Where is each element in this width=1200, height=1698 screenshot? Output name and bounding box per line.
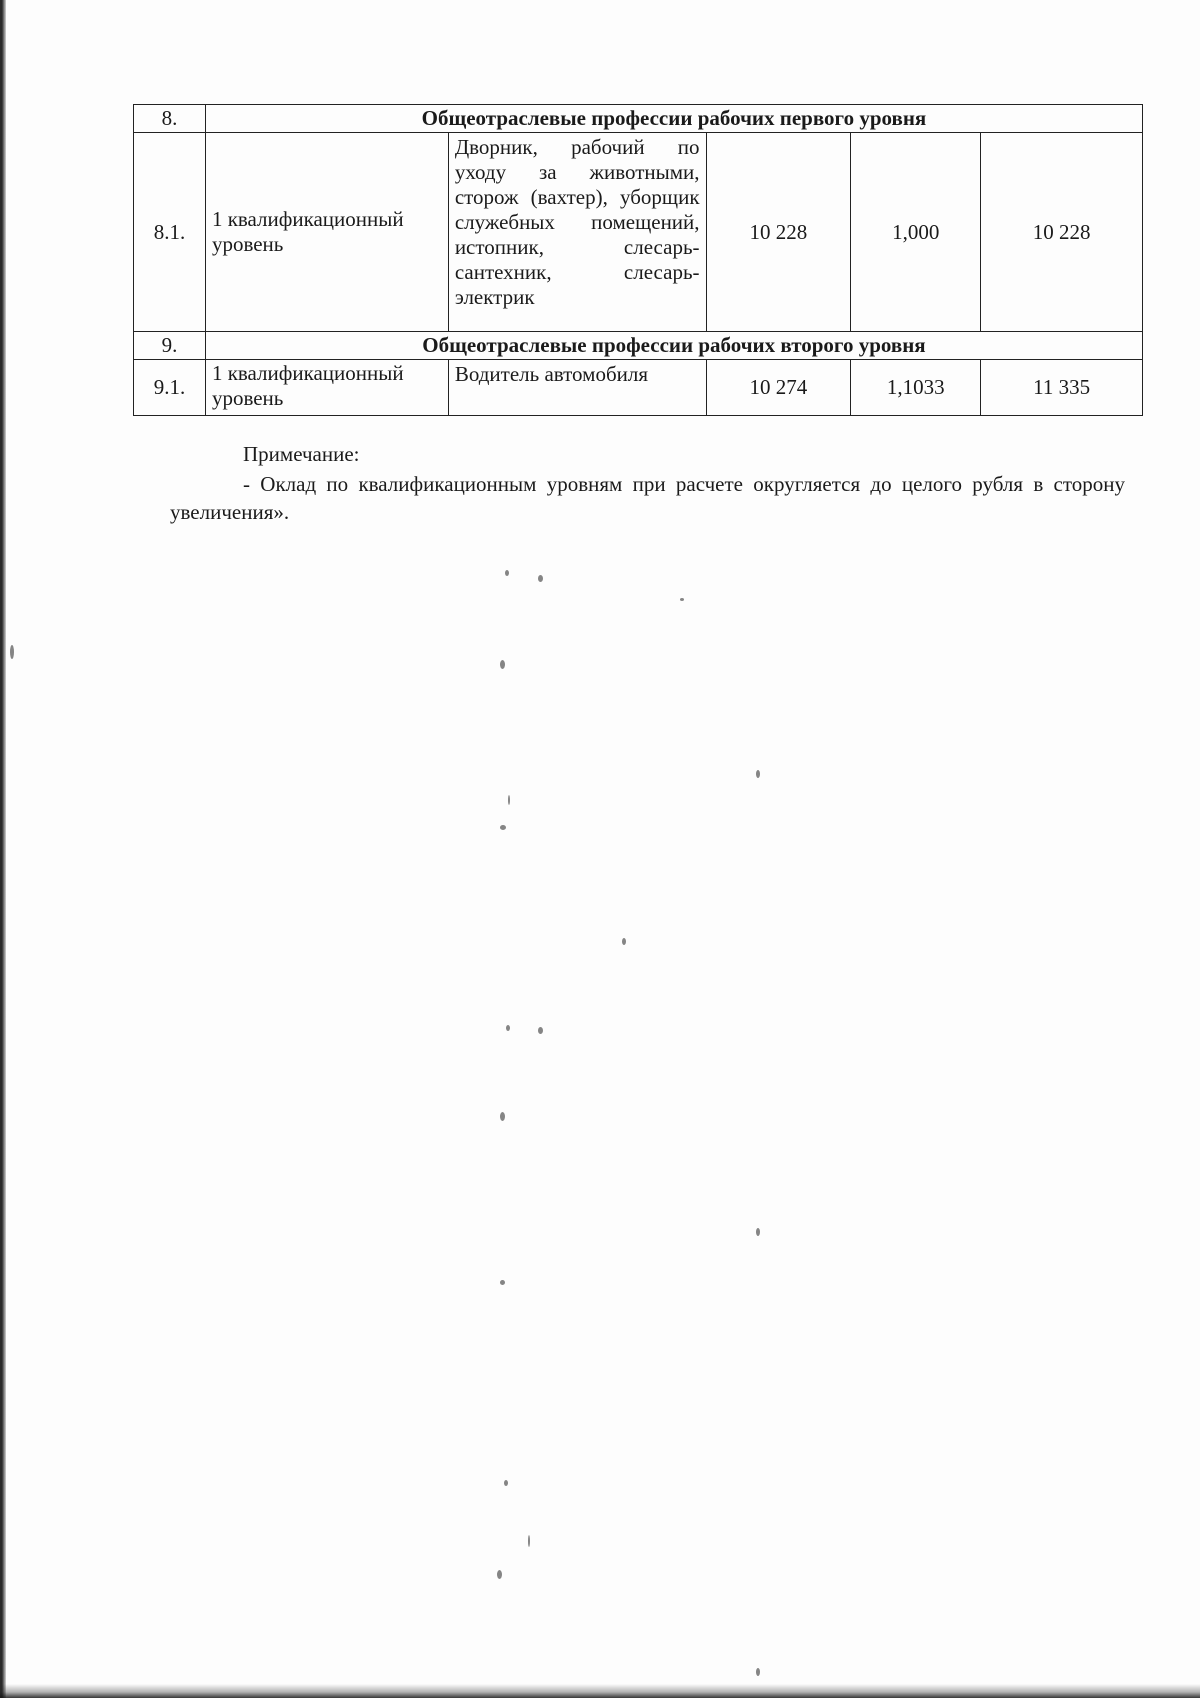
salary: 10 228 xyxy=(981,133,1143,332)
salary: 11 335 xyxy=(981,360,1143,416)
scan-speck xyxy=(500,1112,505,1121)
scan-edge-bottom xyxy=(0,1684,1200,1698)
scan-speck xyxy=(528,1535,530,1547)
scan-speck xyxy=(756,1668,760,1676)
scan-speck xyxy=(538,575,543,582)
scan-speck xyxy=(497,1570,502,1579)
note-heading: Примечание: xyxy=(243,442,360,466)
salary-table xyxy=(133,104,1143,416)
table-group-row xyxy=(134,105,1143,133)
qualification-level: 1 квалификационный уровень xyxy=(205,133,448,332)
scan-speck xyxy=(505,570,509,576)
scan-speck xyxy=(680,598,684,601)
table-group-row xyxy=(134,332,1143,360)
scan-speck xyxy=(500,660,505,669)
professions-list: Дворник, рабочий по уходу за животными, сторож (вахтер), уборщик служебных помещений, истопник, слесарь-сантехник, слесарь-электрик xyxy=(448,133,706,332)
table-row xyxy=(134,133,1143,332)
scan-speck xyxy=(500,1280,505,1285)
base-salary: 10 274 xyxy=(706,360,851,416)
qualification-level: 1 квалификационный уровень xyxy=(205,360,448,416)
group-title: Общеотраслевые профессии рабочих первого уровня xyxy=(205,105,1142,133)
scan-speck xyxy=(622,938,626,945)
row-number: 9.1. xyxy=(134,360,206,416)
scan-speck xyxy=(500,825,506,830)
group-number: 9. xyxy=(134,332,206,360)
scan-speck xyxy=(538,1027,543,1034)
scan-speck xyxy=(508,795,510,805)
professions-list: Водитель автомобиля xyxy=(448,360,706,416)
group-number: 8. xyxy=(134,105,206,133)
base-salary: 10 228 xyxy=(706,133,851,332)
table-row xyxy=(134,360,1143,416)
scan-edge-left xyxy=(0,0,6,1698)
group-title: Общеотраслевые профессии рабочих второго уровня xyxy=(205,332,1142,360)
scan-speck xyxy=(504,1480,508,1486)
scan-speck xyxy=(756,770,760,778)
scan-speck xyxy=(756,1228,760,1236)
scan-speck xyxy=(506,1025,510,1031)
scan-speck xyxy=(10,645,14,659)
coefficient: 1,000 xyxy=(851,133,981,332)
note-text: - Оклад по квалификационным уровням при расчете округляется до целого рубля в сторону увеличения». xyxy=(170,472,1125,524)
row-number: 8.1. xyxy=(134,133,206,332)
coefficient: 1,1033 xyxy=(851,360,981,416)
